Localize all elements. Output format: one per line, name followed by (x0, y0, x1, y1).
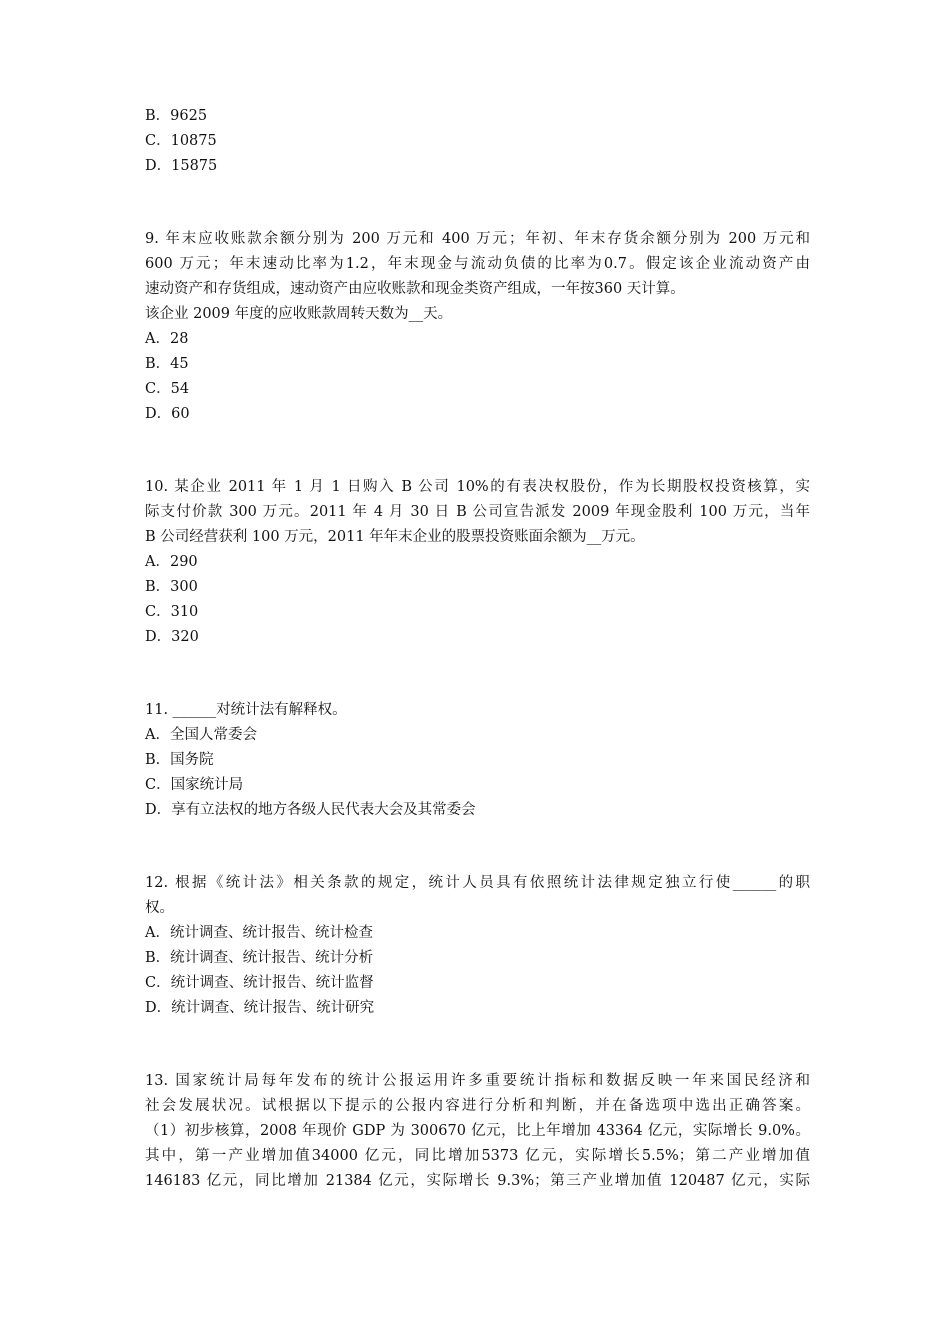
option-a: A．统计调查、统计报告、统计检查 (145, 925, 373, 941)
option-c: C．310 (145, 604, 199, 620)
question-stem-line: 11. ______对统计法有解释权。 (145, 702, 347, 718)
option-c: C．统计调查、统计报告、统计监督 (145, 975, 374, 991)
option-b: B．300 (145, 579, 198, 595)
question-stem-line: 权。 (145, 900, 174, 916)
question-stem-line: 146183 亿元，同比增加 21384 亿元，实际增长 9.3%；第三产业增加值 120487 亿元，实际 (145, 1173, 810, 1189)
option-b: B．9625 (145, 108, 208, 124)
question-stem-line: 600 万元；年末速动比率为1.2，年末现金与流动负债的比率为0.7。假定该企业流动资产由 (145, 256, 810, 272)
question-stem-line: （1）初步核算，2008 年现价 GDP 为 300670 亿元，比上年增加 43364 亿元，实际增长 9.0%。 (145, 1123, 810, 1139)
question-stem-line: 际支付价款 300 万元。2011 年 4 月 30 日 B 公司宣告派发 2009 年现金股利 100 万元，当年 (145, 504, 810, 520)
question-11 (145, 698, 810, 823)
question-9 (145, 227, 810, 427)
question-stem-line: 9. 年末应收账款余额分别为 200 万元和 400 万元；年初、年末存货余额分别为 200 万元和 (145, 231, 810, 247)
option-d: D．320 (145, 629, 199, 645)
question-13 (145, 1069, 810, 1194)
question-stem-line: 10. 某企业 2011 年 1 月 1 日购入 B 公司 10%的有表决权股份，作为长期股权投资核算，实 (145, 479, 810, 495)
option-a: A．290 (145, 554, 198, 570)
question-10 (145, 475, 810, 650)
question-stem-line: 该企业 2009 年度的应收账款周转天数为__天。 (145, 306, 453, 322)
question-12 (145, 871, 810, 1021)
question-stem-line: B 公司经营获利 100 万元，2011 年年末企业的股票投资账面余额为__万元。 (145, 529, 645, 545)
question-stem-line: 社会发展状况。试根据以下提示的公报内容进行分析和判断，并在备选项中选出正确答案。 (145, 1098, 810, 1114)
option-d: D．享有立法权的地方各级人民代表大会及其常委会 (145, 802, 476, 818)
option-c: C．10875 (145, 133, 217, 149)
previous-question-options (145, 104, 810, 179)
option-b: B．统计调查、统计报告、统计分析 (145, 950, 374, 966)
option-a: A．全国人常委会 (145, 727, 257, 743)
question-stem-line: 其中，第一产业增加值34000 亿元，同比增加5373 亿元，实际增长5.5%；第二产业增加值 (145, 1148, 810, 1164)
option-c: C．54 (145, 381, 190, 397)
question-stem-line: 速动资产和存货组成，速动资产由应收账款和现金类资产组成，一年按360 天计算。 (145, 281, 685, 297)
document-page (145, 104, 810, 1194)
option-a: A．28 (145, 331, 189, 347)
option-b: B．国务院 (145, 752, 214, 768)
question-stem-line: 13. 国家统计局每年发布的统计公报运用许多重要统计指标和数据反映一年来国民经济和 (145, 1073, 810, 1089)
option-d: D．15875 (145, 158, 218, 174)
question-stem-line: 12. 根据《统计法》相关条款的规定，统计人员具有依照统计法律规定独立行使______的职 (145, 875, 810, 891)
option-d: D．60 (145, 406, 190, 422)
option-c: C．国家统计局 (145, 777, 244, 793)
option-b: B．45 (145, 356, 189, 372)
option-d: D．统计调查、统计报告、统计研究 (145, 1000, 375, 1016)
